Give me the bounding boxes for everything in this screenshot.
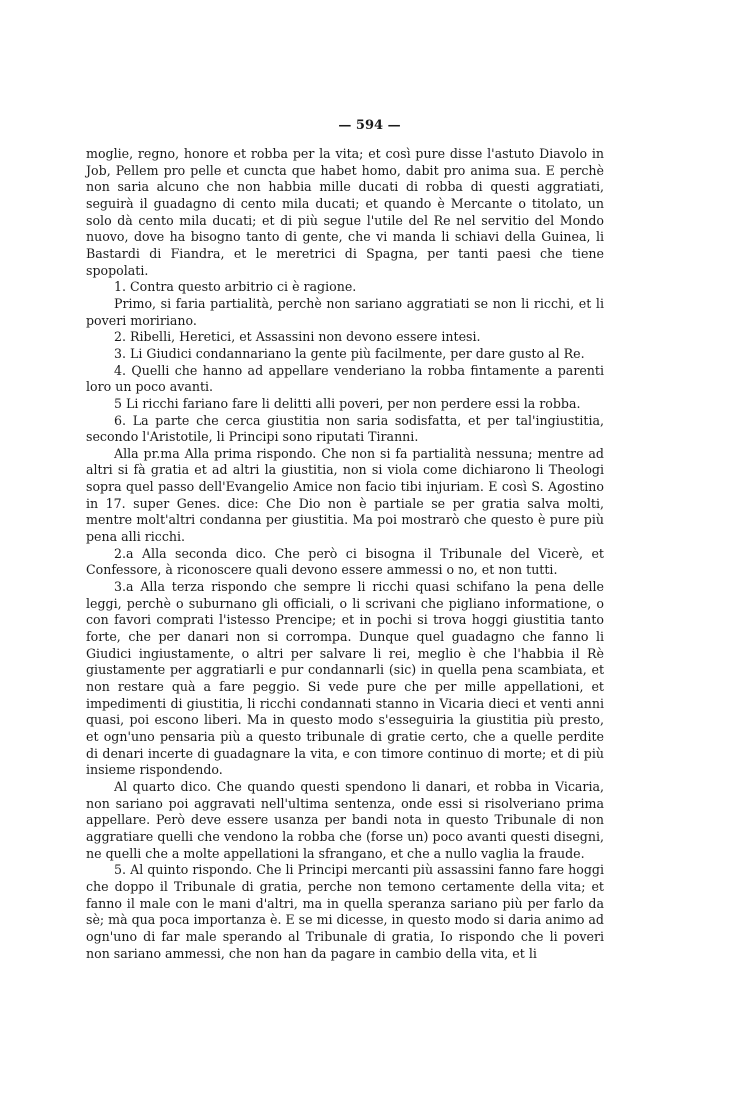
paragraph: 5. Al quinto rispondo. Che li Principi mercanti più assassini fanno fare hoggi che doppo il Tribunale di gratia, perche non temono certamente della vita; et fanno il male con le mani d'altri, ma in quella speranza sariano più per farlo da sè; mà qua poca importanza è. E se mi dicesse, in questo modo si daria animo ad ogn'uno di far male sperando al Tribunale di gratia, Io rispondo che li poveri non sariano ammessi, che non han da pagare in cambio della vita, et li: [86, 862, 604, 961]
paragraph: 5 Li ricchi fariano fare li delitti alli poveri, per non perdere essi la robba.: [114, 395, 581, 411]
paragraph: 6. La parte che cerca giustitia non saria sodisfatta, et per tal'ingiustitia, secondo l'Aristotile, li Principi sono riputati Tiranni.: [86, 412, 604, 445]
paragraph: 4. Quelli che hanno ad appellare venderiano la robba fintamente a parenti loro un poco avanti.: [86, 362, 604, 395]
paragraph: Al quarto dico. Che quando questi spendono li danari, et robba in Vicaria, non sariano poi aggravati nell'ultima sentenza, onde essi si risolveriano prima appellare. Però deve essere usanza per bandi nota in questo Tribunale di non aggratiare quelli che vendono la robba che (forse un) poco avanti questi disegni, ne quelli che a molte appellationi la sfrangano, et che a nullo vaglia la fraude.: [86, 778, 604, 861]
paragraph: 2. Ribelli, Heretici, et Assassini non devono essere intesi.: [114, 329, 481, 345]
paragraph: Alla pr.ma Alla prima rispondo. Che non si fa partialità nessuna; mentre ad altri si fà gratia et ad altri la giustitia, non si viola come dichiarono li Theologi sopra quel passo dell'Evangelio Amice non facio tibi injuriam. E così S. Agostino in 17. super Genes. dice: Che Dio non è partiale se per gratia salva molti, mentre molt'altri condanna per giustitia. Ma poi mostrarò che questo è pure più pena alli ricchi.: [86, 445, 604, 545]
page-body: [86, 146, 604, 962]
paragraph: 2.a Alla seconda dico. Che però ci bisogna il Tribunale del Vicerè, et Confessore, à riconoscere quali devono essere ammessi o no, et non tutti.: [86, 545, 604, 578]
paragraph: 1. Contra questo arbitrio ci è ragione.: [114, 279, 357, 295]
paragraph: 3. Li Giudici condannariano la gente più facilmente, per dare gusto al Re.: [114, 345, 585, 361]
paragraph: moglie, regno, honore et robba per la vita; et così pure disse l'astuto Diavolo in Job, Pellem pro pelle et cuncta que habet homo, dabit pro anima sua. E perchè non saria alcuno che non habbia mille ducati di robba di questi aggratiati, seguirà il guadagno di cento mila ducati; et quando è Mercante o titolato, un solo dà cento mila ducati; et di più segue l'utile del Re nel servitio del Mondo nuovo, dove ha bisogno tanto di gente, che vi manda li schiavi della Guinea, li Bastardi di Fiandra, et le meretrici di Spagna, per tanti paesi che tiene spopolati.: [86, 146, 604, 278]
paragraph: Primo, si faria partialità, perchè non sariano aggratiati se non li ricchi, et li poveri moririano.: [86, 295, 604, 328]
paragraph: 3.a Alla terza rispondo che sempre li ricchi quasi schifano la pena delle leggi, perchè o suburnano gli officiali, o li scrivani che pigliano informatione, o con favori comprati l'istesso Prencipe; et in pochi si trova hoggi giustitia tanto forte, che per danari non si corrompa. Dunque quel guadagno che fanno li Giudici ingiustamente, o altri per salvare li rei, meglio è che l'habbia il Rè giustamente per aggratiarli e pur condannarli (sic) in quella pena scambiata, et non restare quà a fare peggio. Si vede pure che per mille appellationi, et impedimenti di giustitia, li ricchi condannati stanno in Vicaria dieci et venti anni quasi, poi escono liberi. Ma in questo modo s'esseguiria la giustitia più presto, et ogn'uno pensaria più a questo tribunale di gratie certo, che a quelle perdite di denari incerte di guadagnare la vita, e con timore continuo di morte; et di più insieme rispondendo.: [86, 579, 604, 778]
page-number: — 594 —: [338, 118, 401, 133]
